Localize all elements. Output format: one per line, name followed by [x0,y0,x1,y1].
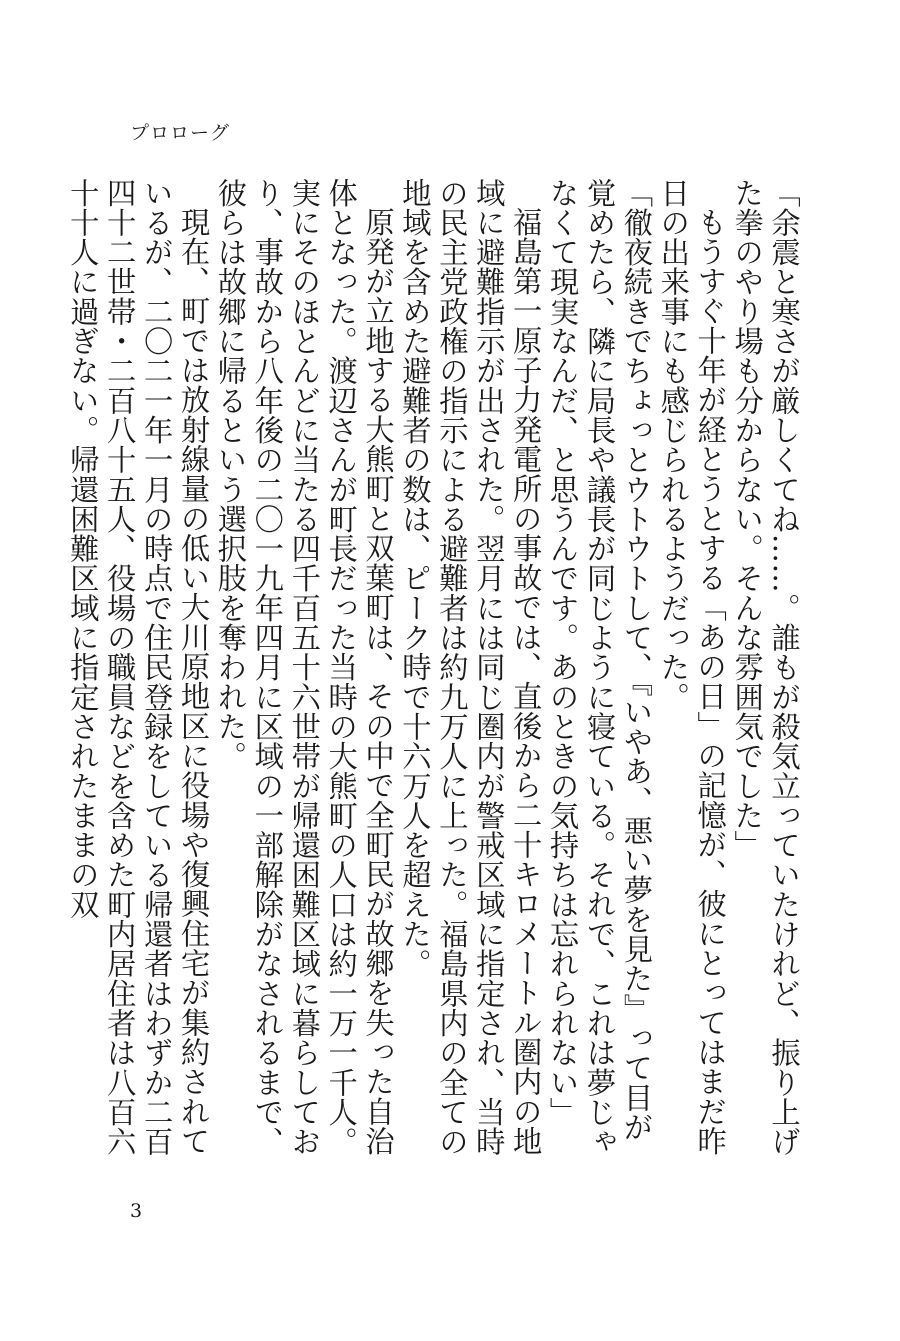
running-head-title: プロローグ [130,122,231,144]
paragraph-that-day-memory: もうすぐ十年が経とうとする「あの日」の記憶が、彼にとってはまだ昨日の出来事にも感じられるようだった。 [656,178,728,1157]
vertical-body-text [65,178,802,1168]
paragraph-evacuation-order: 福島第一原子力発電所の事故では、直後から二十キロメートル圏内の地域に避難指示が出された。翌月には同じ圏内が警戒区域に指定され、当時の民主党政権の指示による避難者は約九万人に上った。福島県内の全ての地域を含めた避難者の数は、ピーク時で十六万人を超えた。 [397,178,543,1157]
paragraph-quote-aftershocks: 「余震と寒さが厳しくてね……。誰もが殺気立っていたけれど、振り上げた拳のやり場も分からない。そんな雰囲気でした」 [730,178,801,1157]
paragraph-current-status: 現在、町では放射線量の低い大川原地区に役場や復興住宅が集約されているが、二〇二一年一月の時点で住民登録をしている帰還者はわずか二百四十二世帯・二百八十五人、役場の職員などを含めた町内居住者は八百六十十人に過ぎない。帰還困難区域に指定されたままの双 [65,178,211,1157]
paragraph-okuma-futaba: 原発が立地する大熊町と双葉町は、その中で全町民が故郷を失った自治体となった。渡辺さんが町長だった当時の大熊町の人口は約一万一千人。実にそのほとんどに当たる四千百五十六世帯が帰還困難区域に暮らしており、事故から八年後の二〇一九年四月に区域の一部解除がなされるまで、彼らは故郷に帰るという選択肢を奪われた。 [213,178,396,1157]
paragraph-quote-bad-dream: 「徹夜続きでちょっとウトウトして、『いやあ、悪い夢を見た』って目が覚めたら、隣に局長や議長が同じように寝ている。それで、これは夢じゃなくて現実なんだ、と思うんです。あのときの気持ちは忘れられない」 [545,178,654,1157]
page-number: 3 [130,1200,143,1222]
